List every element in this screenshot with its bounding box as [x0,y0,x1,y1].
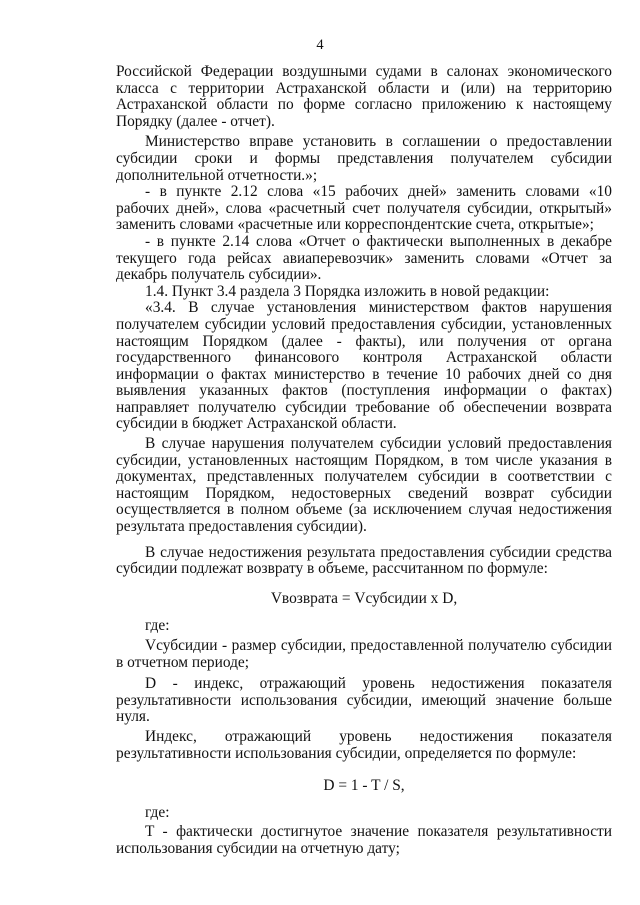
document-body [116,64,612,858]
definition-t-value: T - фактически достигнутое значение показателя результативности использования субсидии на отчетную дату; [116,823,612,857]
paragraph-ministry-right: Министерство вправе установить в соглашении о предоставлении субсидии сроки и формы представления получателем субсидии дополнительной отчетности.»; [116,133,612,184]
formula-index: D = 1 - T / S, [323,777,405,795]
paragraph-index-formula-intro: Индекс, отражающий уровень недостижения показателя результативности использования субсидии, определяется по формуле: [116,727,612,762]
paragraph-clause-2-12: - в пункте 2.12 слова «15 рабочих дней» заменить словами «10 рабочих дней», слова «расчетный счет получателя субсидии, открытый» заменить словами «расчетные или корреспондентские счета, открытые»; [116,183,612,234]
page-number: 4 [316,37,324,53]
definition-d-index: D - индекс, отражающий уровень недостижения показателя результативности использования субсидии, имеющий значение больше нуля. [116,675,612,726]
formula-refund: Vвозврата = Vсубсидии x D, [270,589,458,607]
paragraph-violation: В случае нарушения получателем субсидии условий предоставления субсидии, установленных настоящим Порядком, в том числе указания в документах, представленных получателем субсидии в соответствии с настоящим Порядком, недостоверных сведений возврат субсидии осуществляется в полном объеме (за исключением случая недостижения результата предоставления субсидии). [116,435,612,536]
definition-v-subsidy: Vсубсидии - размер субсидии, предоставленной получателю субсидии в отчетном периоде; [116,637,612,671]
paragraph-item-1-4: 1.4. Пункт 3.4 раздела 3 Порядка изложить в новой редакции: [145,282,550,300]
where-label-1: где: [145,617,170,635]
paragraph-underachievement: В случае недостижения результата предоставления субсидии средства субсидии подлежат возврату в объеме, рассчитанном по формуле: [116,543,612,578]
where-label-2: где: [145,803,170,821]
paragraph-continuation: Российской Федерации воздушными судами в салонах экономического класса с территории Астраханской области и (или) на территорию Астраханской области по форме согласно приложению к настоящему Порядку (далее - отчет). [116,63,612,130]
paragraph-clause-3-4: «3.4. В случае установления министерством фактов нарушения получателем субсидии условий предоставления субсидии, установленных настоящим Порядком (далее - факты), или получения от органа государственного финансового контроля Астраханской области информации о фактах министерство в течение 10 рабочих дней со дня выявления указанных фактов (поступления информации о фактах) направляет получателю субсидии требование об обеспечении возврата субсидии в бюджет Астраханской области. [116,299,612,433]
paragraph-clause-2-14: - в пункте 2.14 слова «Отчет о фактически выполненных в декабре текущего года рейсах авиаперевозчик» заменить словами «Отчет за декабрь получатель субсидии». [116,232,612,284]
